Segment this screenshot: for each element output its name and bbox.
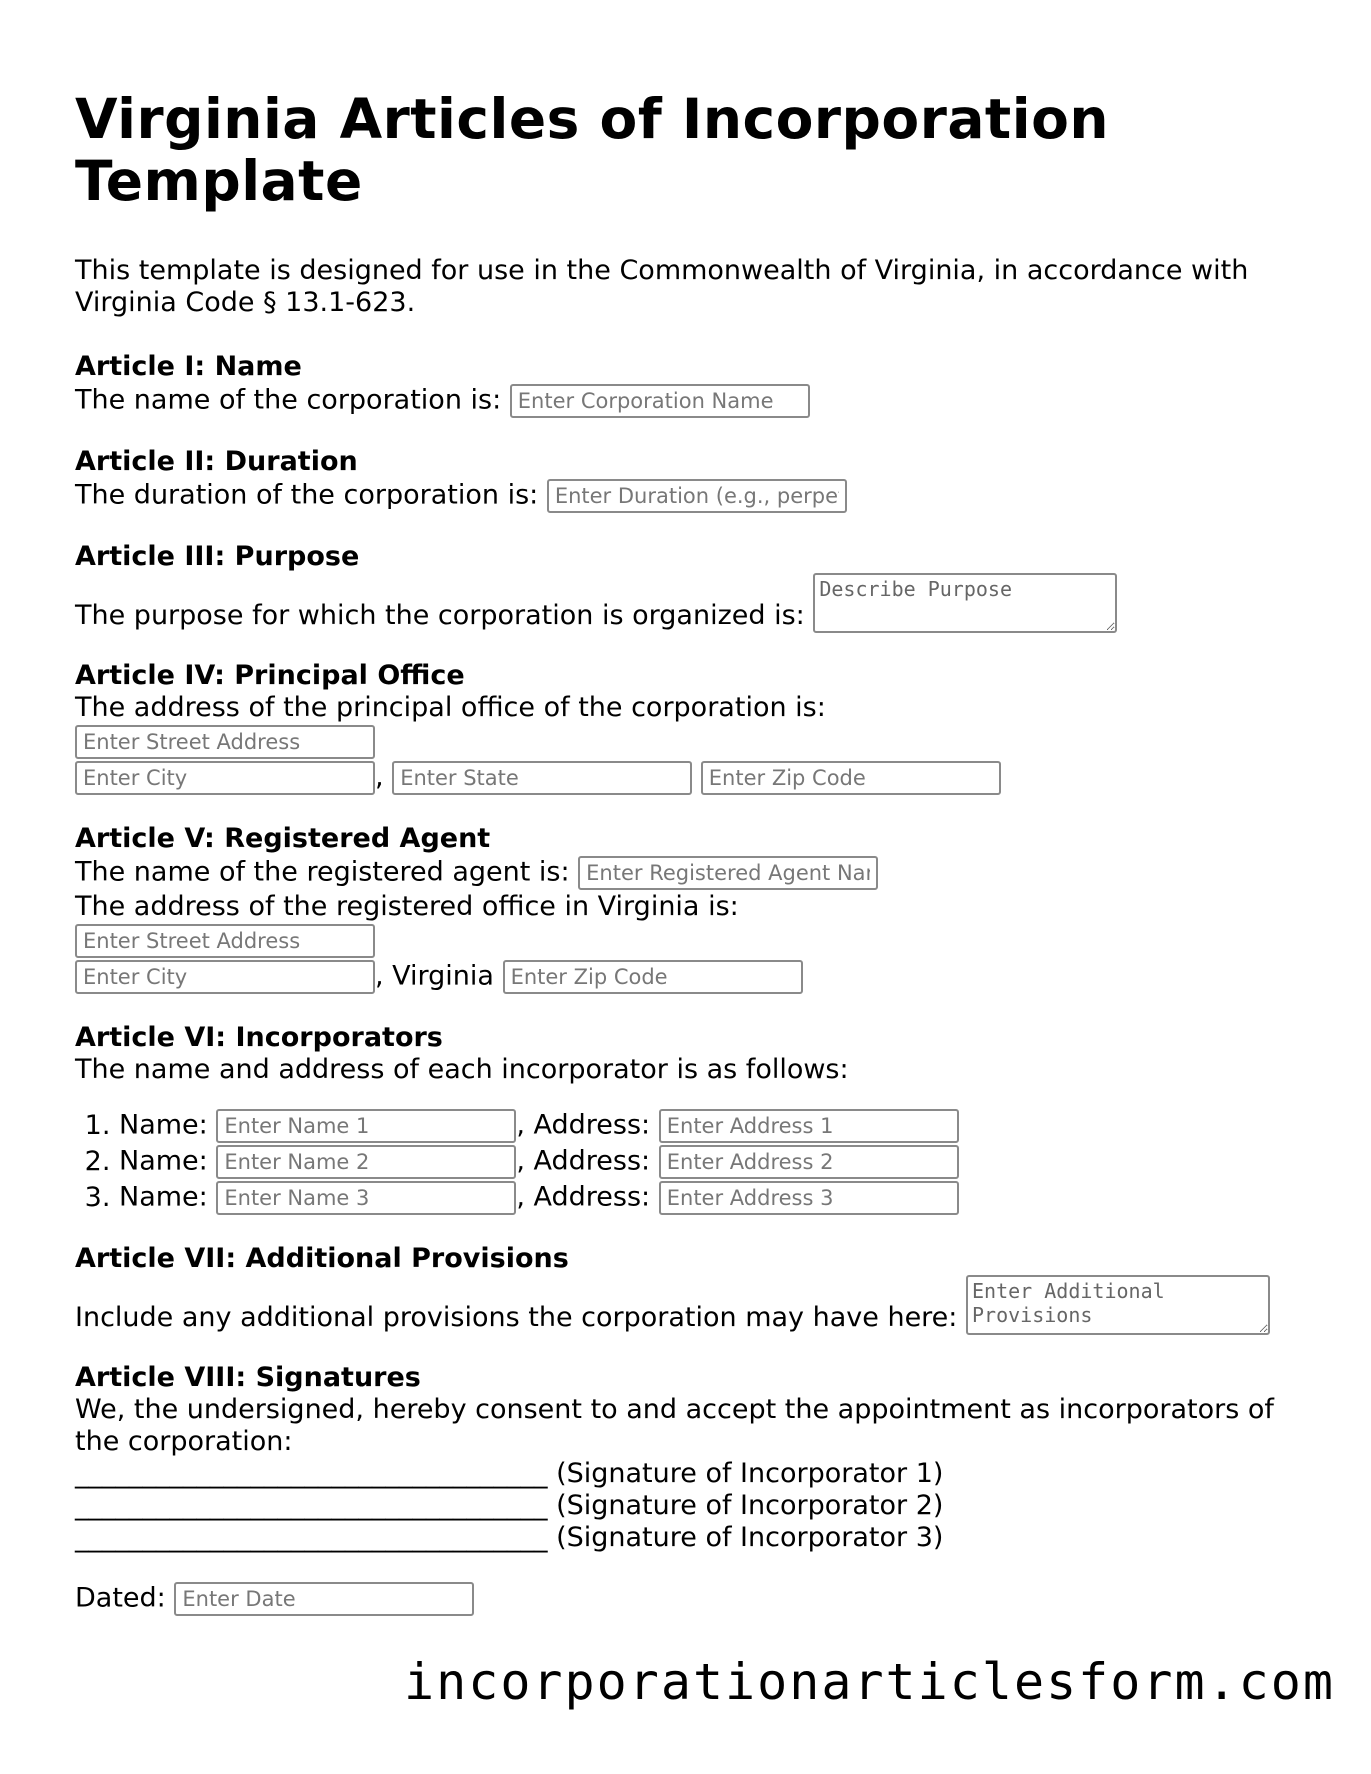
article-7-heading: Article VII: Additional Provisions — [75, 1243, 569, 1274]
principal-city-input[interactable] — [75, 761, 375, 795]
document-page — [75, 88, 1305, 1617]
article-7-row — [75, 1275, 1305, 1335]
article-4-section — [75, 660, 1305, 796]
principal-city-row — [75, 760, 1305, 796]
article-6-section — [75, 1022, 1305, 1216]
article-8-text: We, the undersigned, hereby consent to and accept the appointment as incorporators of the corporation: — [75, 1394, 1274, 1457]
incorporator-3-address-input[interactable] — [659, 1181, 959, 1215]
incorporator-2-address-input[interactable] — [659, 1145, 959, 1179]
registered-office-text: The address of the registered office in Virginia is: — [75, 891, 739, 922]
incorporator-list — [75, 1108, 1305, 1216]
address-label: , Address: — [516, 1145, 651, 1177]
name-label: Name: — [119, 1145, 208, 1177]
virginia-label: , Virginia — [375, 960, 494, 992]
principal-zip-input[interactable] — [701, 761, 1001, 795]
article-5-section — [75, 823, 1305, 995]
incorporator-item — [119, 1180, 1305, 1216]
article-2-heading: Article II: Duration — [75, 446, 358, 477]
article-4-text: The address of the principal office of the corporation is: — [75, 692, 826, 723]
address-label: , Address: — [516, 1181, 651, 1213]
article-3-text: The purpose for which the corporation is organized is: — [75, 600, 805, 631]
registered-city-input[interactable] — [75, 960, 375, 994]
registered-zip-input[interactable] — [503, 960, 803, 994]
incorporator-2-name-input[interactable] — [216, 1145, 516, 1179]
principal-street-input[interactable] — [75, 725, 375, 759]
registered-city-row — [75, 959, 1305, 995]
article-1-heading: Article I: Name — [75, 351, 302, 382]
duration-input[interactable] — [547, 479, 847, 513]
signature-line-3: ___________________________________ (Signature of Incorporator 3) — [75, 1522, 944, 1553]
name-label: Name: — [119, 1109, 208, 1141]
article-3-heading: Article III: Purpose — [75, 541, 360, 572]
registered-agent-input[interactable] — [578, 856, 878, 890]
article-6-heading: Article VI: Incorporators — [75, 1022, 443, 1053]
dated-row — [75, 1581, 1305, 1617]
article-2-text: The duration of the corporation is: — [75, 479, 539, 511]
signature-line-1: ___________________________________ (Signature of Incorporator 1) — [75, 1458, 944, 1489]
site-watermark: incorporationarticlesform.com — [404, 1653, 1335, 1711]
additional-provisions-textarea[interactable] — [966, 1275, 1270, 1335]
address-label: , Address: — [516, 1109, 651, 1141]
agent-name-row — [75, 855, 1305, 891]
article-1-row — [75, 383, 1305, 419]
principal-state-input[interactable] — [392, 761, 692, 795]
article-2-row — [75, 478, 1305, 514]
corporation-name-input[interactable] — [510, 384, 810, 418]
article-8-heading: Article VIII: Signatures — [75, 1362, 421, 1393]
article-7-text: Include any additional provisions the corporation may have here: — [75, 1302, 958, 1333]
incorporator-1-name-input[interactable] — [216, 1109, 516, 1143]
registered-street-row — [75, 923, 1305, 959]
incorporator-1-address-input[interactable] — [659, 1109, 959, 1143]
page-title: Virginia Articles of Incorporation Template — [75, 87, 1110, 213]
article-2-section — [75, 446, 1305, 514]
article-1-section — [75, 351, 1305, 419]
article-7-section — [75, 1243, 1305, 1335]
signature-line-2: ___________________________________ (Signature of Incorporator 2) — [75, 1490, 944, 1521]
registered-street-input[interactable] — [75, 924, 375, 958]
principal-street-row — [75, 724, 1305, 760]
article-6-text: The name and address of each incorporator is as follows: — [75, 1054, 849, 1085]
intro-paragraph: This template is designed for use in the Commonwealth of Virginia, in accordance with Virginia Code § 13.1-623. — [75, 255, 1249, 318]
incorporator-item — [119, 1144, 1305, 1180]
article-3-section — [75, 541, 1305, 633]
article-8-section — [75, 1362, 1305, 1554]
incorporator-item — [119, 1108, 1305, 1144]
article-5-heading: Article V: Registered Agent — [75, 823, 491, 854]
purpose-textarea[interactable] — [813, 573, 1117, 633]
article-4-heading: Article IV: Principal Office — [75, 660, 465, 691]
city-comma: , — [375, 761, 384, 793]
agent-name-text: The name of the registered agent is: — [75, 856, 570, 888]
dated-label: Dated: — [75, 1582, 166, 1614]
article-1-text: The name of the corporation is: — [75, 384, 502, 416]
article-3-row — [75, 573, 1305, 633]
date-input[interactable] — [174, 1582, 474, 1616]
incorporator-3-name-input[interactable] — [216, 1181, 516, 1215]
name-label: Name: — [119, 1181, 208, 1213]
